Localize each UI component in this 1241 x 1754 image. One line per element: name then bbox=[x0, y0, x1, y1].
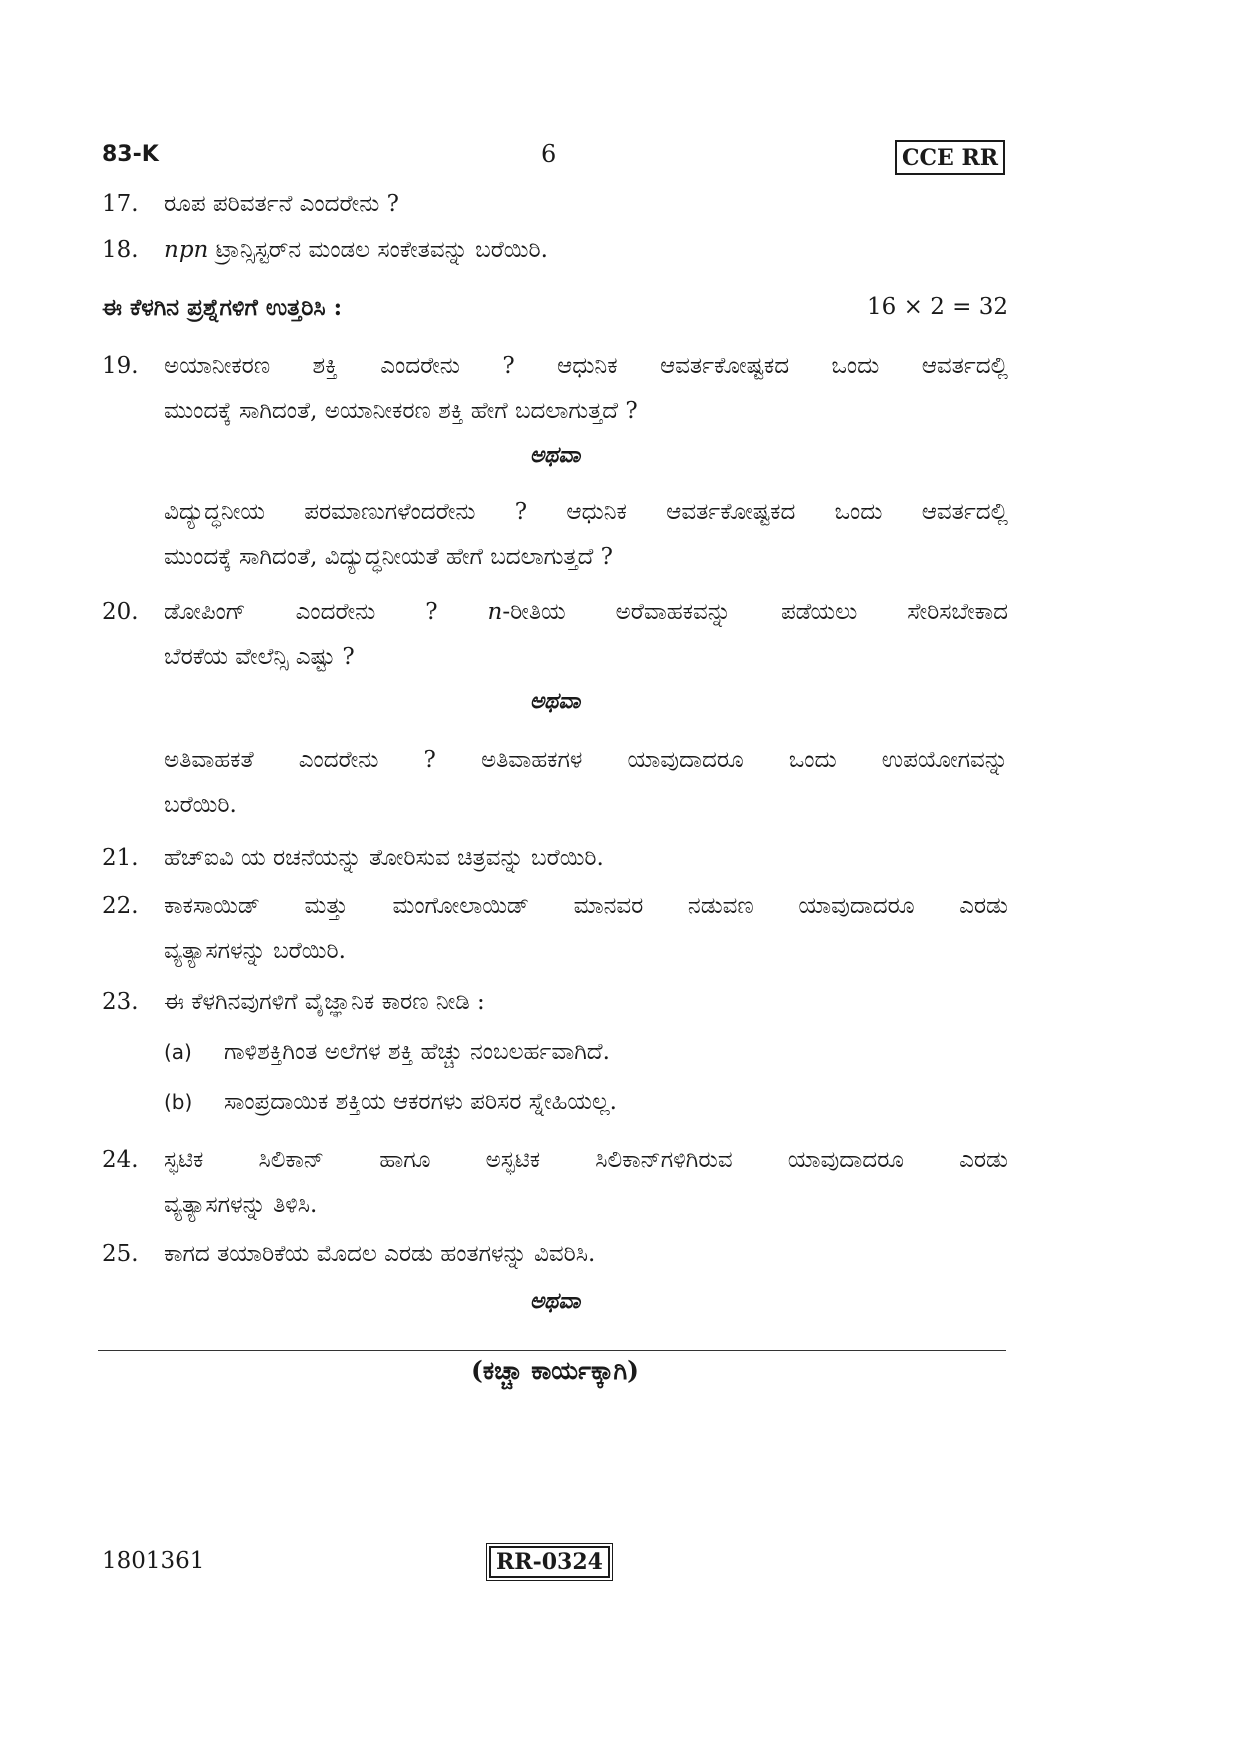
question-23 bbox=[102, 980, 1008, 1025]
n-term: n bbox=[487, 599, 503, 625]
question-text-line: ಸ್ಫಟಿಕ ಸಿಲಿಕಾನ್ ಹಾಗೂ ಅಸ್ಫಟಿಕ ಸಿಲಿಕಾನ್‌ಗಳಿಗಿರುವ ಯಾವುದಾದರೂ ಎರಡು bbox=[164, 1147, 1008, 1173]
question-text-line: ವ್ಯತ್ಯಾಸಗಳನ್ನು ಬರೆಯಿರಿ. bbox=[164, 938, 346, 964]
part-label: (b) bbox=[164, 1090, 193, 1114]
question-17 bbox=[102, 182, 1008, 227]
question-text-line: ಮುಂದಕ್ಕೆ ಸಾಗಿದಂತೆ, ವಿದ್ಯುದ್ಧನೀಯತೆ ಹೇಗೆ ಬದಲಾಗುತ್ತದೆ ? bbox=[164, 544, 613, 570]
section-instruction-row bbox=[102, 285, 1008, 330]
question-text: ಡೋಪಿಂಗ್ ಎಂದರೇನು ? bbox=[164, 599, 488, 625]
question-text: ಟ್ರಾನ್ಸಿಸ್ಟರ್‌ನ ಮಂಡಲ ಸಂಕೇತವನ್ನು ಬರೆಯಿರಿ. bbox=[208, 237, 548, 263]
or-separator: ಅಥವಾ bbox=[529, 442, 581, 468]
npn-term: npn bbox=[164, 237, 209, 263]
question-number: 22. bbox=[102, 893, 139, 919]
question-24 bbox=[102, 1138, 1008, 1228]
question-23-part-b bbox=[164, 1080, 1008, 1125]
question-19 bbox=[102, 344, 1008, 434]
paper-code: 83-K bbox=[102, 142, 159, 167]
or-separator: ಅಥವಾ bbox=[529, 1288, 581, 1314]
question-number: 21. bbox=[102, 845, 139, 871]
rough-work-label: (ಕಚ್ಚಾ ಕಾರ್ಯಕ್ಕಾಗಿ) bbox=[471, 1356, 639, 1385]
question-number: 25. bbox=[102, 1241, 139, 1267]
question-20-alternative bbox=[102, 738, 1008, 828]
question-20 bbox=[102, 590, 1008, 680]
part-label: (a) bbox=[164, 1040, 192, 1064]
question-21 bbox=[102, 836, 1008, 881]
question-text: ಹೆಚ್‌ಐವಿ ಯ ರಚನೆಯನ್ನು ತೋರಿಸುವ ಚಿತ್ರವನ್ನು ಬರೆಯಿರಿ. bbox=[164, 845, 604, 871]
question-text-line: ವ್ಯತ್ಯಾಸಗಳನ್ನು ತಿಳಿಸಿ. bbox=[164, 1192, 318, 1218]
question-22 bbox=[102, 884, 1008, 974]
question-text-line: ವಿದ್ಯುದ್ಧನೀಯ ಪರಮಾಣುಗಳೆಂದರೇನು ? ಆಧುನಿಕ ಆವರ್ತಕೋಷ್ಟಕದ ಒಂದು ಆವರ್ತದಲ್ಲಿ bbox=[164, 499, 1008, 525]
question-25 bbox=[102, 1232, 1008, 1277]
part-text: ಸಾಂಪ್ರದಾಯಿಕ ಶಕ್ತಿಯ ಆಕರಗಳು ಪರಿಸರ ಸ್ನೇಹಿಯಲ್ಲ. bbox=[224, 1089, 617, 1115]
question-18 bbox=[102, 228, 1008, 273]
question-text: -ರೀತಿಯ ಅರೆವಾಹಕವನ್ನು ಪಡೆಯಲು ಸೇರಿಸಬೇಕಾದ bbox=[502, 599, 1009, 625]
divider bbox=[98, 1350, 1006, 1351]
question-number: 19. bbox=[102, 353, 139, 379]
question-text-line: ಅತಿವಾಹಕತೆ ಎಂದರೇನು ? ಅತಿವಾಹಕಗಳ ಯಾವುದಾದರೂ ಒಂದು ಉಪಯೋಗವನ್ನು bbox=[164, 747, 1008, 773]
part-text: ಗಾಳಿಶಕ್ತಿಗಿಂತ ಅಲೆಗಳ ಶಕ್ತಿ ಹೆಚ್ಚು ನಂಬಲರ್ಹವಾಗಿದೆ. bbox=[224, 1039, 610, 1065]
footer-code: 1801361 bbox=[102, 1548, 205, 1574]
question-number: 18. bbox=[102, 237, 139, 263]
section-instruction: ಈ ಕೆಳಗಿನ ಪ್ರಶ್ನೆಗಳಿಗೆ ಉತ್ತರಿಸಿ : bbox=[102, 294, 343, 321]
question-text-line: ಬೆರಕೆಯ ವೇಲೆನ್ಸಿ ಎಷ್ಟು ? bbox=[164, 644, 355, 670]
or-separator: ಅಥವಾ bbox=[529, 688, 581, 714]
question-number: 20. bbox=[102, 599, 139, 625]
question-number: 24. bbox=[102, 1147, 139, 1173]
question-text-line: ಅಯಾನೀಕರಣ ಶಕ್ತಿ ಎಂದರೇನು ? ಆಧುನಿಕ ಆವರ್ತಕೋಷ್ಟಕದ ಒಂದು ಆವರ್ತದಲ್ಲಿ bbox=[164, 353, 1008, 379]
page-number: 6 bbox=[541, 140, 557, 168]
scheme-box: CCE RR bbox=[895, 140, 1005, 175]
question-23-part-a bbox=[164, 1030, 1008, 1075]
section-marks: 16 × 2 = 32 bbox=[867, 294, 1008, 320]
question-text: ಕಾಗದ ತಯಾರಿಕೆಯ ಮೊದಲ ಎರಡು ಹಂತಗಳನ್ನು ವಿವರಿಸಿ. bbox=[164, 1241, 596, 1267]
question-number: 17. bbox=[102, 191, 139, 217]
question-text: ರೂಪ ಪರಿವರ್ತನೆ ಎಂದರೇನು ? bbox=[164, 191, 399, 217]
footer-box: RR-0324 bbox=[489, 1546, 610, 1578]
question-text-line: ಬರೆಯಿರಿ. bbox=[164, 792, 237, 818]
question-text-line: ಮುಂದಕ್ಕೆ ಸಾಗಿದಂತೆ, ಅಯಾನೀಕರಣ ಶಕ್ತಿ ಹೇಗೆ ಬದಲಾಗುತ್ತದೆ ? bbox=[164, 398, 638, 424]
question-text-line: ಕಾಕಸಾಯಿಡ್ ಮತ್ತು ಮಂಗೋಲಾಯಿಡ್ ಮಾನವರ ನಡುವಣ ಯಾವುದಾದರೂ ಎರಡು bbox=[164, 893, 1008, 919]
question-number: 23. bbox=[102, 989, 139, 1015]
question-19-alternative bbox=[102, 490, 1008, 580]
question-text: ಈ ಕೆಳಗಿನವುಗಳಿಗೆ ವೈಜ್ಞಾನಿಕ ಕಾರಣ ನೀಡಿ : bbox=[164, 989, 485, 1015]
